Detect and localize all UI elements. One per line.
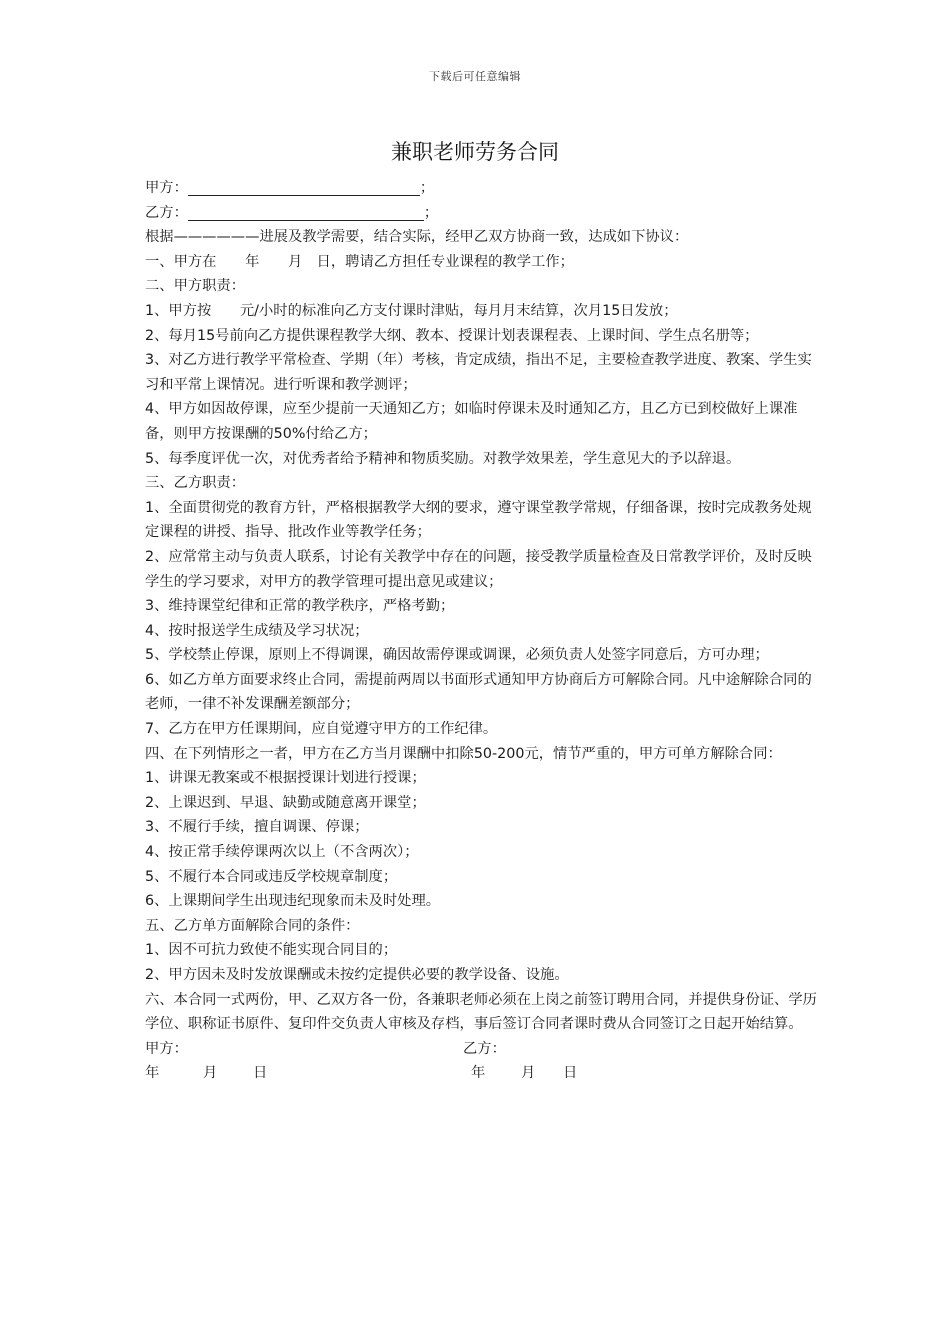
signature-party-b-label: 乙方： xyxy=(463,1040,506,1057)
party-b-label: 乙方： xyxy=(145,204,188,221)
header-note: 下载后可任意编辑 xyxy=(429,70,521,83)
section-3-title: 三、乙方职责： xyxy=(145,475,246,492)
party-a-date-year: 年 xyxy=(145,1065,160,1082)
section-3-item: 6、如乙方单方面要求终止合同，需提前两周以书面形式通知甲方协商后方可解除合同。凡中途解除合同的老师，一律不补发课酬差额部分； xyxy=(145,671,812,713)
section-2-item: 5、每季度评优一次，对优秀者给予精神和物质奖励。对教学效果差，学生意见大的予以辞退。 xyxy=(145,450,741,467)
section-5-item: 1、因不可抗力致使不能实现合同目的； xyxy=(145,942,398,959)
section-4-item: 1、讲课无教案或不根据授课计划进行授课； xyxy=(145,770,426,787)
party-a-date-month: 月 xyxy=(203,1065,218,1082)
section-3-item: 4、按时报送学生成绩及学习状况； xyxy=(145,622,369,639)
contract-body xyxy=(145,176,817,1086)
section-2-item: 2、每月15号前向乙方提供课程教学大纲、教本、授课计划表课程表、上课时间、学生点名册等； xyxy=(145,327,759,344)
party-a-label: 甲方： xyxy=(145,180,188,196)
section-5-item: 2、甲方因未及时发放课酬或未按约定提供必要的教学设备、设施。 xyxy=(145,967,569,983)
section-3-item: 7、乙方在甲方任课期间，应自觉遵守甲方的工作纪律。 xyxy=(145,721,498,738)
section-5-title: 五、乙方单方面解除合同的条件： xyxy=(145,917,360,934)
section-4-item: 2、上课迟到、早退、缺勤或随意离开课堂； xyxy=(145,794,426,811)
party-b-blank[interactable] xyxy=(188,203,424,221)
party-b-semicolon: ； xyxy=(423,204,439,221)
section-4-title: 四、在下列情形之一者，甲方在乙方当月课酬中扣除50-200元，情节严重的，甲方可单方解除合同： xyxy=(145,745,782,762)
section-3-item: 3、维持课堂纪律和正常的教学秩序，严格考勤； xyxy=(145,598,455,615)
party-b-line xyxy=(145,201,817,226)
intro-paragraph: 根据——————进展及教学需要，结合实际，经甲乙双方协商一致，达成如下协议： xyxy=(145,229,689,246)
party-a-date-day: 日 xyxy=(253,1065,268,1082)
section-3-item: 1、全面贯彻党的教育方针，严格根据教学大纲的要求，遵守课堂教学常规，仔细备课，按时完成教务处规定课程的讲授、指导、批改作业等教学任务； xyxy=(145,499,812,541)
section-4-item: 5、不履行本合同或违反学校规章制度； xyxy=(145,868,398,885)
section-2-item: 1、甲方按 元/小时的标准向乙方支付课时津贴，每月月末结算，次月15日发放； xyxy=(145,302,678,319)
section-6: 六、本合同一式两份，甲、乙双方各一份，各兼职老师必须在上岗之前签订聘用合同，并提供身份证、学历学位、职称证书原件、复印件交负责人审核及存档，事后签订合同者课时费从合同签订之日起开始结算。 xyxy=(145,991,817,1033)
section-3-item: 2、应常常主动与负责人联系，讨论有关教学中存在的问题，接受教学质量检查及日常教学评价，及时反映学生的学习要求，对甲方的教学管理可提出意见或建议； xyxy=(145,548,812,590)
section-1: 一、甲方在 年 月 日，聘请乙方担任专业课程的教学工作； xyxy=(145,253,574,270)
section-3-item: 5、学校禁止停课，原则上不得调课，确因故需停课或调课，必须负责人处签字同意后，方可办理； xyxy=(145,647,769,664)
party-a-line xyxy=(145,176,817,201)
section-4-item: 4、按正常手续停课两次以上（不含两次）； xyxy=(145,844,419,861)
party-b-date-year: 年 xyxy=(471,1065,486,1082)
section-4-item: 6、上课期间学生出现违纪现象而未及时处理。 xyxy=(145,893,441,910)
party-b-date-day: 日 xyxy=(563,1065,578,1082)
section-4-item: 3、不履行手续，擅自调课、停课； xyxy=(145,819,369,836)
document-title: 兼职老师劳务合同 xyxy=(391,140,559,164)
section-2-title: 二、甲方职责： xyxy=(145,278,246,295)
section-2-item: 3、对乙方进行教学平常检查、学期（年）考核，肯定成绩，指出不足，主要检查教学进度、教案、学生实习和平常上课情况。进行听课和教学测评； xyxy=(145,352,812,393)
signature-dates xyxy=(145,1061,817,1086)
party-a-blank[interactable] xyxy=(188,178,420,196)
section-2-item: 4、甲方如因故停课，应至少提前一天通知乙方；如临时停课未及时通知乙方，且乙方已到校做好上课准备，则甲方按课酬的50%付给乙方； xyxy=(145,401,798,442)
party-a-semicolon: ； xyxy=(419,180,435,196)
signature-labels xyxy=(145,1037,817,1062)
party-b-date-month: 月 xyxy=(521,1065,536,1082)
signature-party-a-label: 甲方： xyxy=(145,1040,188,1057)
